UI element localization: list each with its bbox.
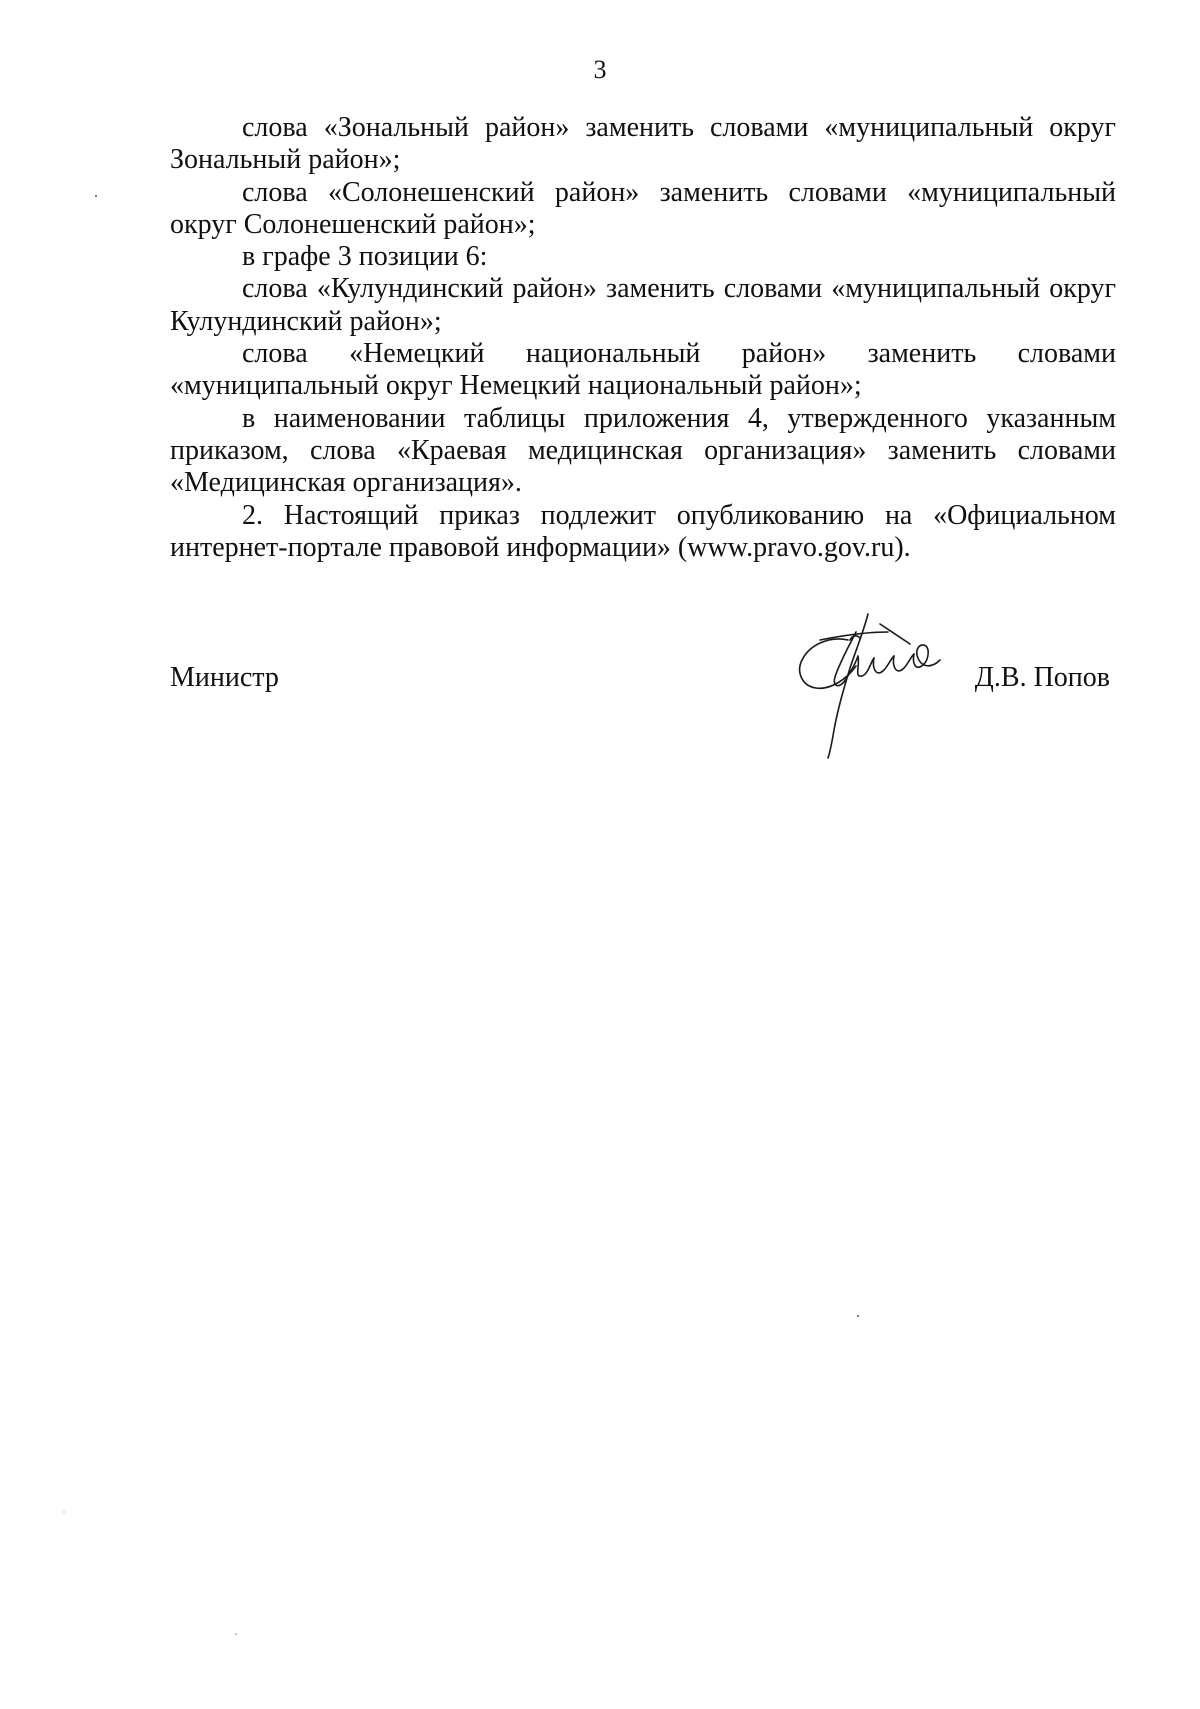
paragraph: слова «Кулундинский район» заменить словами «муниципальный округ Кулундинский район»; (170, 273, 1116, 337)
signatory-title: Министр (170, 662, 279, 693)
signature-block (170, 610, 1116, 760)
paragraph: в наименовании таблицы приложения 4, утвержденного указанным приказом, слова «Краевая медицинская организация» заменить словами «Медицинская организация». (170, 402, 1116, 499)
handwritten-signature (790, 610, 950, 760)
paragraph: слова «Немецкий национальный район» заменить словами «муниципальный округ Немецкий национальный район»; (170, 338, 1116, 402)
paragraph: 2. Настоящий приказ подлежит опубликованию на «Официальном интернет-портале правовой информации» (www.pravo.gov.ru). (170, 499, 1116, 563)
paragraph: в графе 3 позиции 6: (242, 241, 488, 273)
page-number: 3 (593, 55, 607, 84)
signatory-name: Д.В. Попов (974, 662, 1110, 693)
document-body (170, 112, 1116, 564)
paragraph: слова «Солонешенский район» заменить словами «муниципальный округ Солонешенский район»; (170, 176, 1116, 240)
paragraph: слова «Зональный район» заменить словами «муниципальный округ Зональный район»; (170, 112, 1116, 176)
